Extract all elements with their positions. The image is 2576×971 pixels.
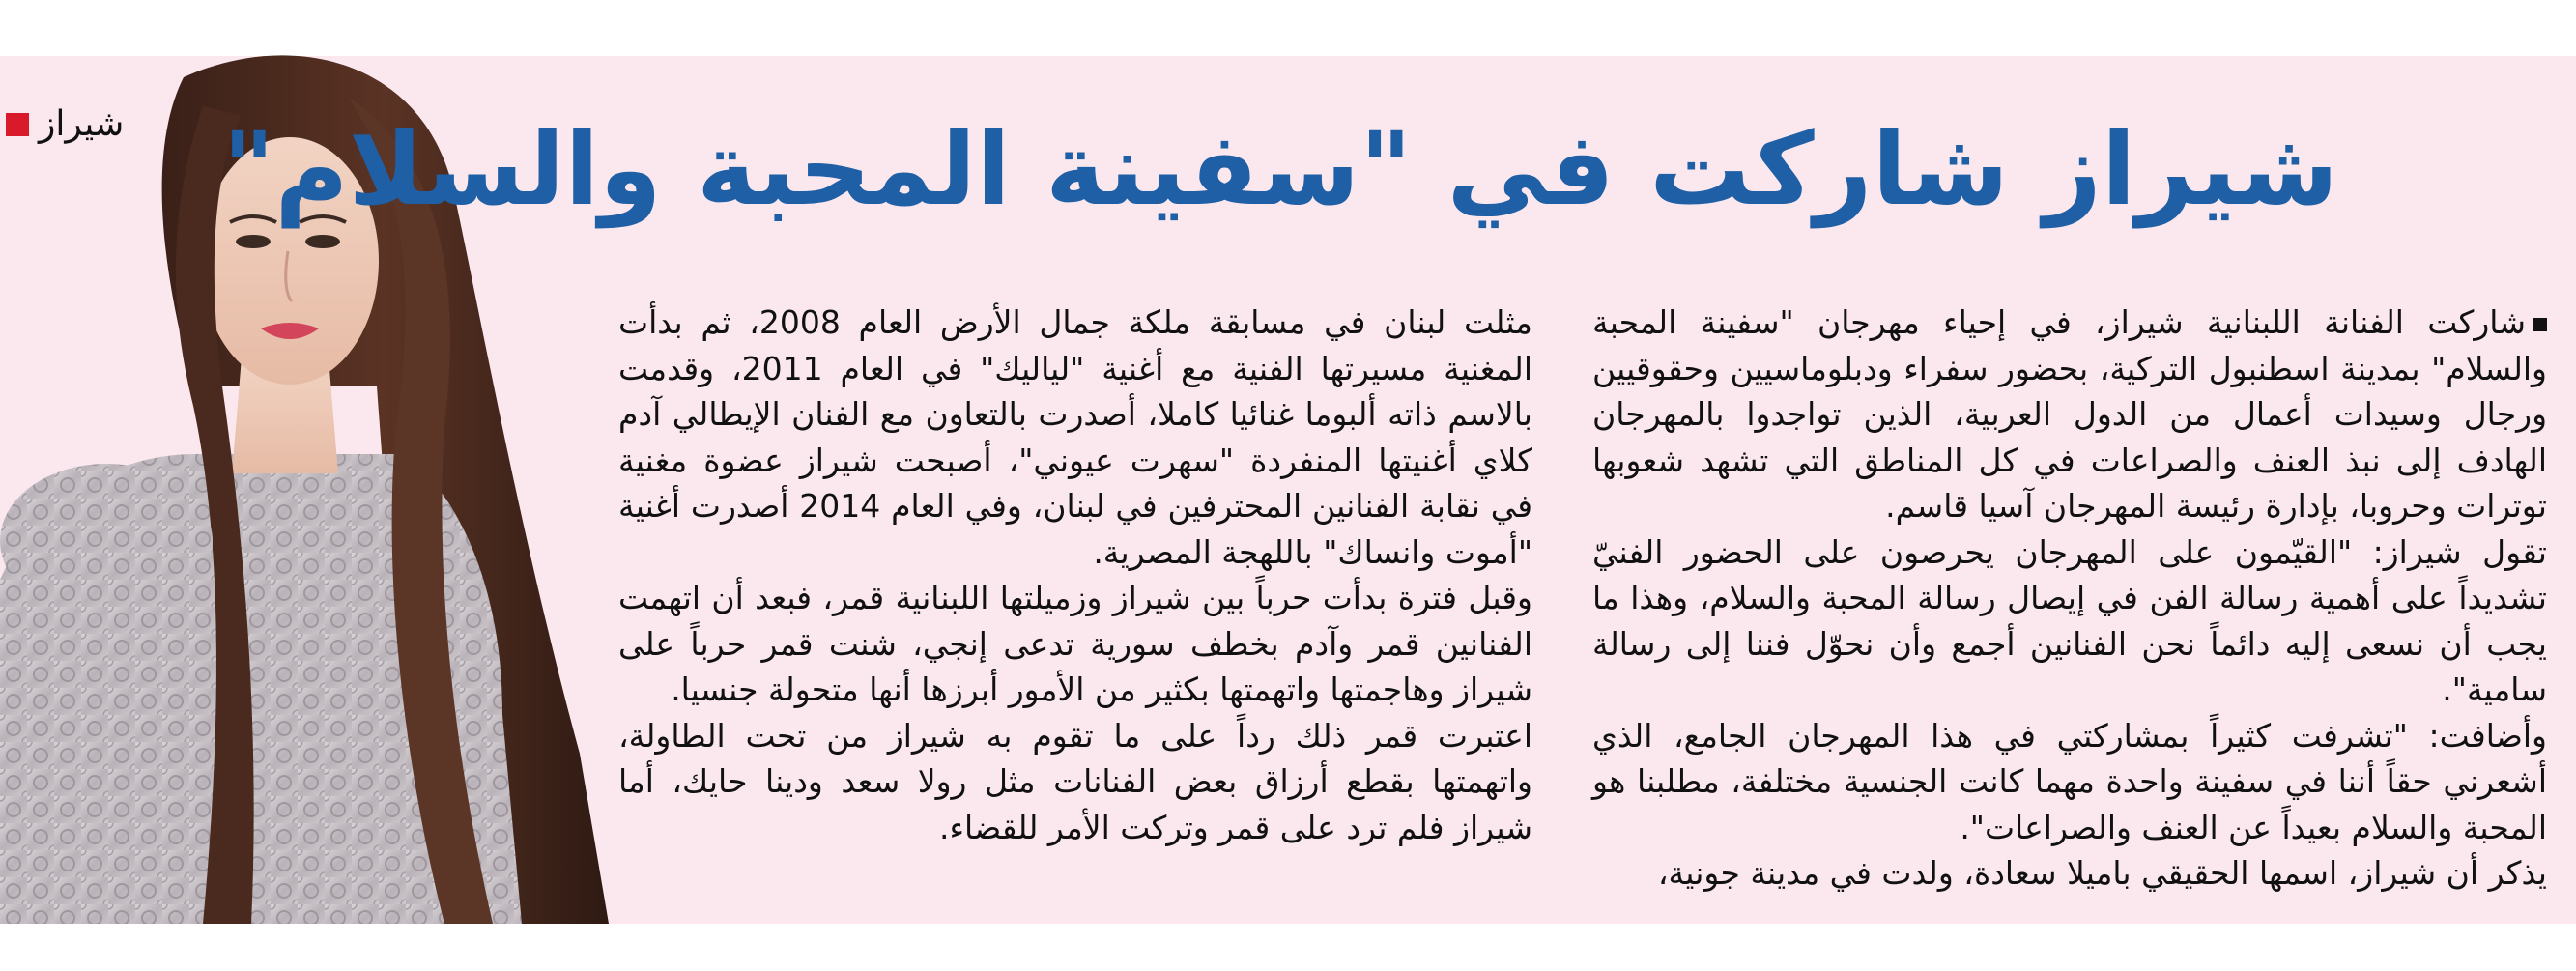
article-column-right bbox=[1592, 300, 2547, 897]
paragraph bbox=[1592, 300, 2547, 529]
red-square-icon bbox=[6, 113, 29, 136]
paragraph: يذكر أن شيراز، اسمها الحقيقي باميلا سعادة، ولدت في مدينة جونية، bbox=[1657, 854, 2547, 892]
article-column-left bbox=[618, 300, 1532, 850]
paragraph: تقول شيراز: "القيّمون على المهرجان يحرصون على الحضور الفنيّ تشديداً على أهمية رسالة الفن في إيصال رسالة المحبة والسلام، وهذا ما يجب أن نسعى إليه دائماً نحن الفنانين أجمع وأن نحوّل فننا إلى رسالة سامية". bbox=[1592, 532, 2547, 708]
paragraph: اعتبرت قمر ذلك رداً على ما تقوم به شيراز من تحت الطاولة، واتهمتها بقطع أرزاق بعض الفنانات مثل رولا سعد ودينا حايك، أما شيراز فلم ترد على قمر وتركت الأمر للقضاء. bbox=[618, 716, 1532, 846]
paragraph: وأضافت: "تشرفت كثيراً بمشاركتي في هذا المهرجان الجامع، الذي أشعرني حقاً أننا في سفينة واحدة مهما كانت الجنسية مختلفة، مطلبنا هو المحبة والسلام بعيداً عن العنف والصراعات". bbox=[1592, 716, 2547, 846]
section-tag-label: شيراز bbox=[39, 104, 125, 144]
article-headline: شيراز شاركت في "سفينة المحبة والسلام" bbox=[222, 110, 2338, 228]
paragraph-text: شاركت الفنانة اللبنانية شيراز، في إحياء مهرجان "سفينة المحبة والسلام" بمدينة اسطنبول التركية، بحضور سفراء ودبلوماسيين وحقوقيين ورجال وسيدات أعمال من الدول العربية، الذين تواجدوا بالمهرجان الهادف إلى نبذ العنف والصراعات في كل المناطق التي تشهد شعوبها توترات وحروبا، بإدارة رئيسة المهرجان آسيا قاسم. bbox=[1592, 303, 2547, 525]
paragraph: وقبل فترة بدأت حرباً بين شيراز وزميلتها اللبنانية قمر، فبعد أن اتهمت الفنانين قمر وآدم بخطف سورية تدعى إنجي، شنت قمر حرباً على شيراز وهاجمتها واتهمتها بكثير من الأمور أبرزها أنها متحولة جنسيا. bbox=[618, 579, 1532, 708]
bullet-square-icon bbox=[2533, 318, 2547, 331]
paragraph: مثلت لبنان في مسابقة ملكة جمال الأرض العام 2008، ثم بدأت المغنية مسيرتها الفنية مع أغنية "لياليك" في العام 2011، وقدمت بالاسم ذاته ألبوما غنائيا كاملا، أصدرت بالتعاون مع الفنان الإيطالي آدم كلاي أغنيتها المنفردة "سهرت عيوني"، أصبحت شيراز عضوة مغنية في نقابة الفنانين المحترفين في لبنان، وفي العام 2014 أصدرت أغنية "أموت وانساك" باللهجة المصرية. bbox=[618, 303, 1533, 571]
section-tag bbox=[6, 104, 124, 144]
